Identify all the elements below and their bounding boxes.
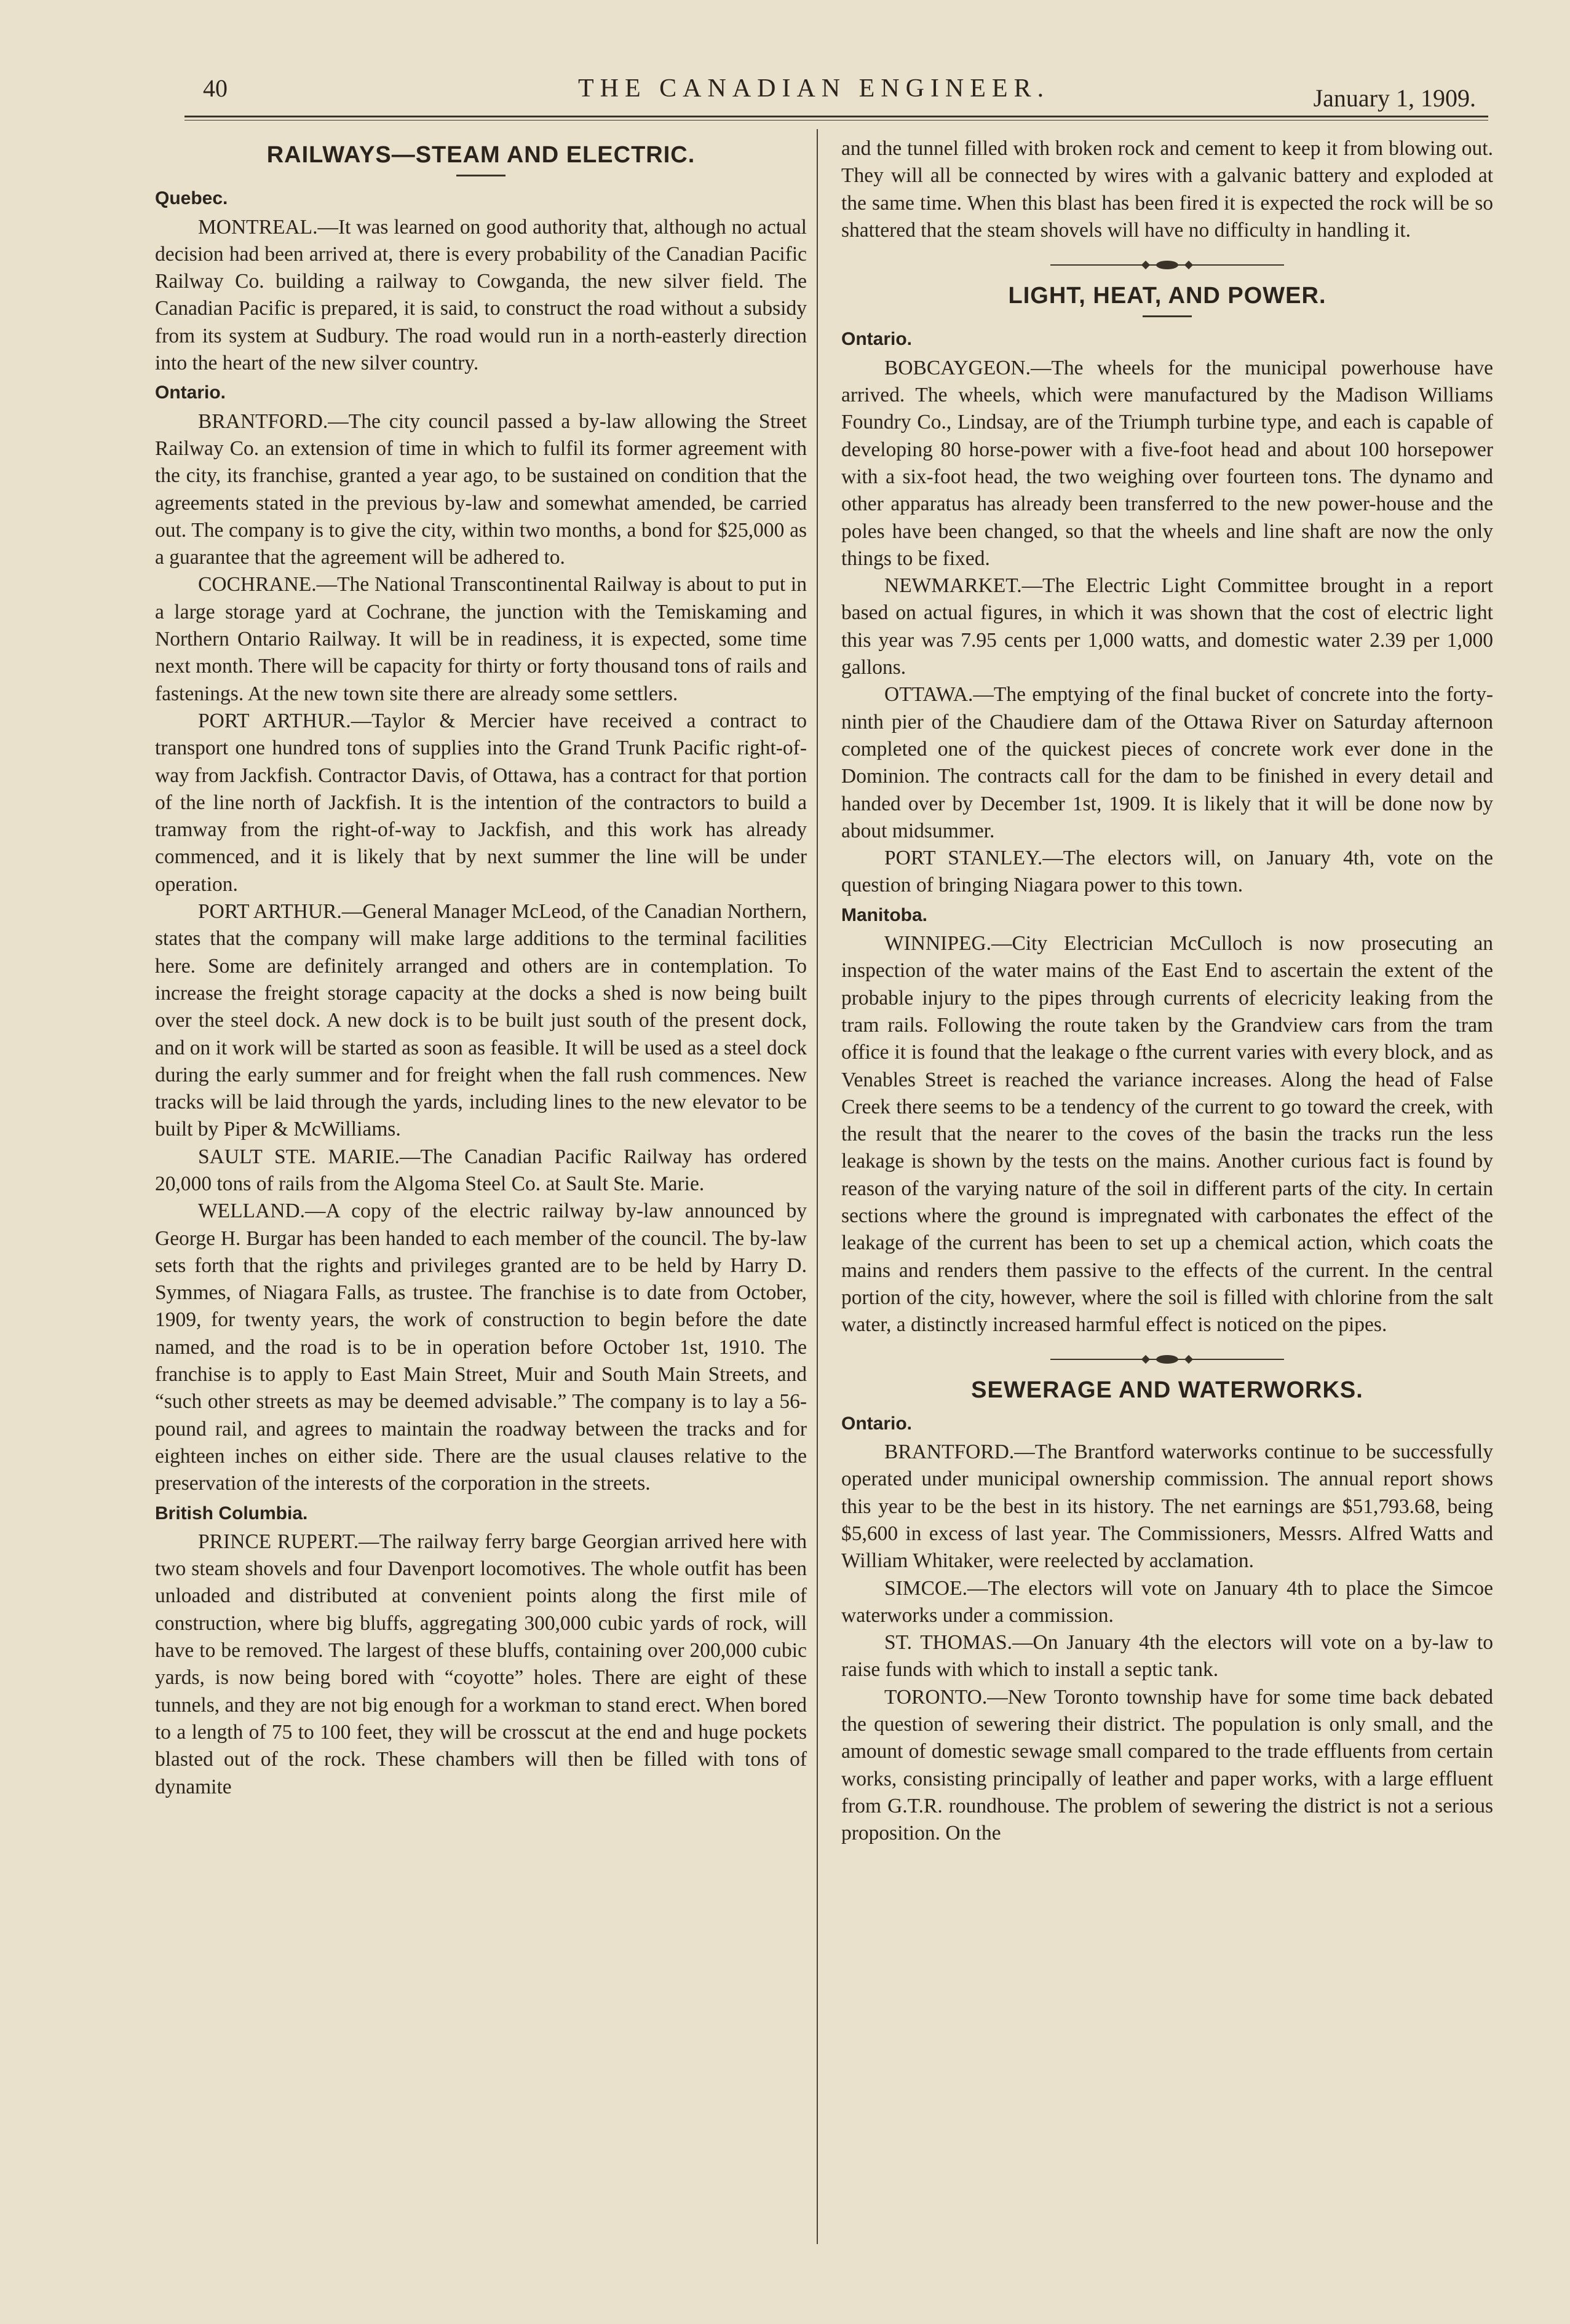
region-heading-ontario: Ontario. <box>841 329 913 350</box>
region-heading-manitoba: Manitoba. <box>841 904 927 925</box>
article-welland: WELLAND.—A copy of the electric railway by-law announced by George H. Burgar has been handed to each member of the council. The by-law sets forth that the rights and privileges granted are to be held by Harry D. Symmes, of Niagara Falls, as trustee. The franchise is to date from October, 1909, for twenty years, the work of construction to begin before the date named, and the road is to be in operation before October 1st, 1910. The franchise is to apply to East Main Street, Muir and South Main Streets, and “such other streets as may be deemed advisable.” The company is to lay a 56-pound rail, and agrees to maintain the roadway between the tracks and for eighteen inches on either side. There are the usual clauses relative to the preservation of the interests of the corporation in the streets. <box>155 1200 807 1495</box>
region-heading-ontario: Ontario. <box>155 382 226 403</box>
region-heading-british-columbia: British Columbia. <box>155 1503 308 1524</box>
region-heading-ontario: Ontario. <box>841 1413 913 1434</box>
heading-rule <box>1143 315 1192 317</box>
article-port-arthur-2: PORT ARTHUR.—General Manager McLeod, of the Canadian Northern, states that the company will make large additions to the terminal facilities here. Some are definitely arranged and others are in contemplation. To increase the freight storage capacity at the docks a shed is now being built over the steel dock. A new dock is to be built just south of the present dock, and on it work will be started as soon as feasible. It will be used as a steel dock during the early summer and for freight when the fall rush commences. New tracks will be laid through the yards, including lines to the new elevator to be built by Piper & McWilliams. <box>155 900 807 1141</box>
article-sault-ste-marie: SAULT STE. MARIE.—The Canadian Pacific Railway has ordered 20,000 tons of rails from the Algoma Steel Co. at Sault Ste. Marie. <box>155 1145 807 1195</box>
article-newmarket: NEWMARKET.—The Electric Light Committee brought in a report based on actual figures, in which it was shown that the cost of electric light this year was 7.95 cents per 1,000 watts, and domestic water 2.39 per 1,000 gallons. <box>841 574 1493 679</box>
article-brantford-railway: BRANTFORD.—The city council passed a by-law allowing the Street Railway Co. an extension of time in which to fulfil its former agreement with the city, its franchise, granted a year ago, to be sustained on condition that the agreements stated in the previous by-law and somewhat amended, be carried out. The company is to give the city, within two months, a bond for $25,000 as a guarantee that the agreement will be adhered to. <box>155 409 807 569</box>
article-cochrane: COCHRANE.—The National Transcontinental Railway is about to put in a large storage yard at Cochrane, the junction with the Temiskaming and Northern Ontario Railway. It will be in readiness, it is expected, some time next month. There will be capacity for thirty or forty thousand tons of rails and fastenings. At the new town site there are already some settlers. <box>155 573 807 705</box>
section-ornament <box>1050 1356 1284 1363</box>
header-rule <box>184 116 1488 121</box>
article-brantford-waterworks: BRANTFORD.—The Brantford waterworks continue to be successfully operated under municipal ownership commission. The annual report shows this year to be the best in its history. The net earnings are $51,793.68, being $5,600 in excess of last year. The Commissioners, Messrs. Alfred Watts and William Whitaker, were reelected by acclamation. <box>841 1441 1493 1573</box>
page-number: 40 <box>203 74 228 102</box>
article-prince-rupert: PRINCE RUPERT.—The railway ferry barge Georgian arrived here with two steam shovels and four Davenport locomotives. The whole outfit has been unloaded and distributed at convenient points along the first mile of construction, where big bluffs, aggregating 300,000 cubic yards of rock, will have to be removed. The largest of these bluffs, containing over 200,000 cubic yards, is now being bored with “coyotte” holes. There are eight of these tunnels, and they are not big enough for a workman to stand erect. When bored to a length of 75 to 100 feet, they will be crosscut at the end and huge pockets blasted out of the rock. These chambers will then be filled with tons of dynamite <box>155 1530 807 1798</box>
section-heading-sewerage: SEWERAGE AND WATERWORKS. <box>971 1377 1363 1404</box>
heading-rule <box>456 175 505 176</box>
article-simcoe: SIMCOE.—The electors will vote on January 4th to place the Simcoe waterworks under a commission. <box>841 1576 1493 1627</box>
article-ottawa: OTTAWA.—The emptying of the final bucket of concrete into the forty-ninth pier of the Chaudiere dam of the Ottawa River on Saturday afternoon completed one of the quickest pieces of concrete work ever done in the Dominion. The contracts call for the dam to be finished in every detail and handed over by December 1st, 1909. It is likely that it will be done now by about midsummer. <box>841 683 1493 842</box>
article-port-arthur-1: PORT ARTHUR.—Taylor & Mercier have received a contract to transport one hundred tons of supplies into the Grand Trunk Pacific right-of-way from Jackfish. Contractor Davis, of Ottawa, has a contract for that portion of the line north of Jackfish. It is the intention of the contractors to build a tramway from the right-of-way to Jackfish, and this work has already commenced, and it is likely that by next summer the line will be under operation. <box>155 709 807 896</box>
column-divider <box>817 129 818 2244</box>
article-montreal: MONTREAL.—It was learned on good authority that, although no actual decision had been arrived at, there is every probability of the Canadian Pacific Railway Co. building a railway to Cowganda, the new silver field. The Canadian Pacific is prepared, it is said, to construct the road without a subsidy from its system at Sudbury. The road would run in a north-easterly direction into the heart of the new silver country. <box>155 215 807 375</box>
article-st-thomas: ST. THOMAS.—On January 4th the electors will vote on a by-law to raise funds with which to install a septic tank. <box>841 1631 1493 1682</box>
article-toronto: TORONTO.—New Toronto township have for some time back debated the question of sewering their district. The population is only small, and the amount of domestic sewage small compared to the trade effluents from certain works, consisting principally of leather and paper works, with a large effluent from G.T.R. roundhouse. The problem of sewering the district is not a serious proposition. On the <box>841 1685 1493 1845</box>
section-heading-light: LIGHT, HEAT, AND POWER. <box>1008 283 1326 309</box>
article-port-stanley: PORT STANLEY.—The electors will, on January 4th, vote on the question of bringing Niagara power to this town. <box>841 847 1493 897</box>
article-prince-rupert-continued: and the tunnel filled with broken rock and cement to keep it from blowing out. They will all be connected by wires with a galvanic battery and exploded at the same time. When this blast has been fired it is expected the rock will be so shattered that the steam shovels will have no difficulty in handling it. <box>841 137 1493 242</box>
article-winnipeg: WINNIPEG.—City Electrician McCulloch is now prosecuting an inspection of the water mains of the East End to ascertain the extent of the probable injury to the pipes through currents of elecricity leaking from the tram rails. Following the route taken by the Grandview cars from the tram office it is found that the leakage o fthe current varies with every block, and as Venables Street is reached the variance increases. Along the head of False Creek there seems to be a tendency of the current to go toward the creek, with the result that the nearer to the coves of the basin the tracks run the less leakage is shown by the tests on the mains. Another curious fact is found by reason of the varying nature of the soil in different parts of the city. In certain sections where the ground is impregnated with carbonates the effect of the leakage of the current has been to set up a chemical action, which coats the mains and renders them passive to the effects of the current. In the central portion of the city, however, where the soil is filled with chlorine from the salt water, a distinctly increased harmful effect is noticed on the pipes. <box>841 932 1493 1337</box>
issue-date: January 1, 1909. <box>1313 84 1476 112</box>
section-heading-railways: RAILWAYS—STEAM AND ELECTRIC. <box>266 142 696 168</box>
region-heading-quebec: Quebec. <box>155 188 228 209</box>
right-column <box>841 135 1493 1848</box>
page-header <box>184 68 1476 117</box>
left-column <box>155 135 807 1801</box>
journal-title: THE CANADIAN ENGINEER. <box>578 74 1050 103</box>
article-bobcaygeon: BOBCAYGEON.—The wheels for the municipal powerhouse have arrived. The wheels, which were manufactured by the Madison Williams Foundry Co., Lindsay, are of the Triumph turbine type, and each is capable of developing 80 horse-power with a five-foot head and about 100 horsepower with a six-foot head, the two weighing over fourteen tons. The dynamo and other apparatus has already been transferred to the new power-house and the poles have been changed, so that the wheels and line shaft are now the only things to be fixed. <box>841 356 1493 570</box>
section-ornament <box>1050 261 1284 269</box>
